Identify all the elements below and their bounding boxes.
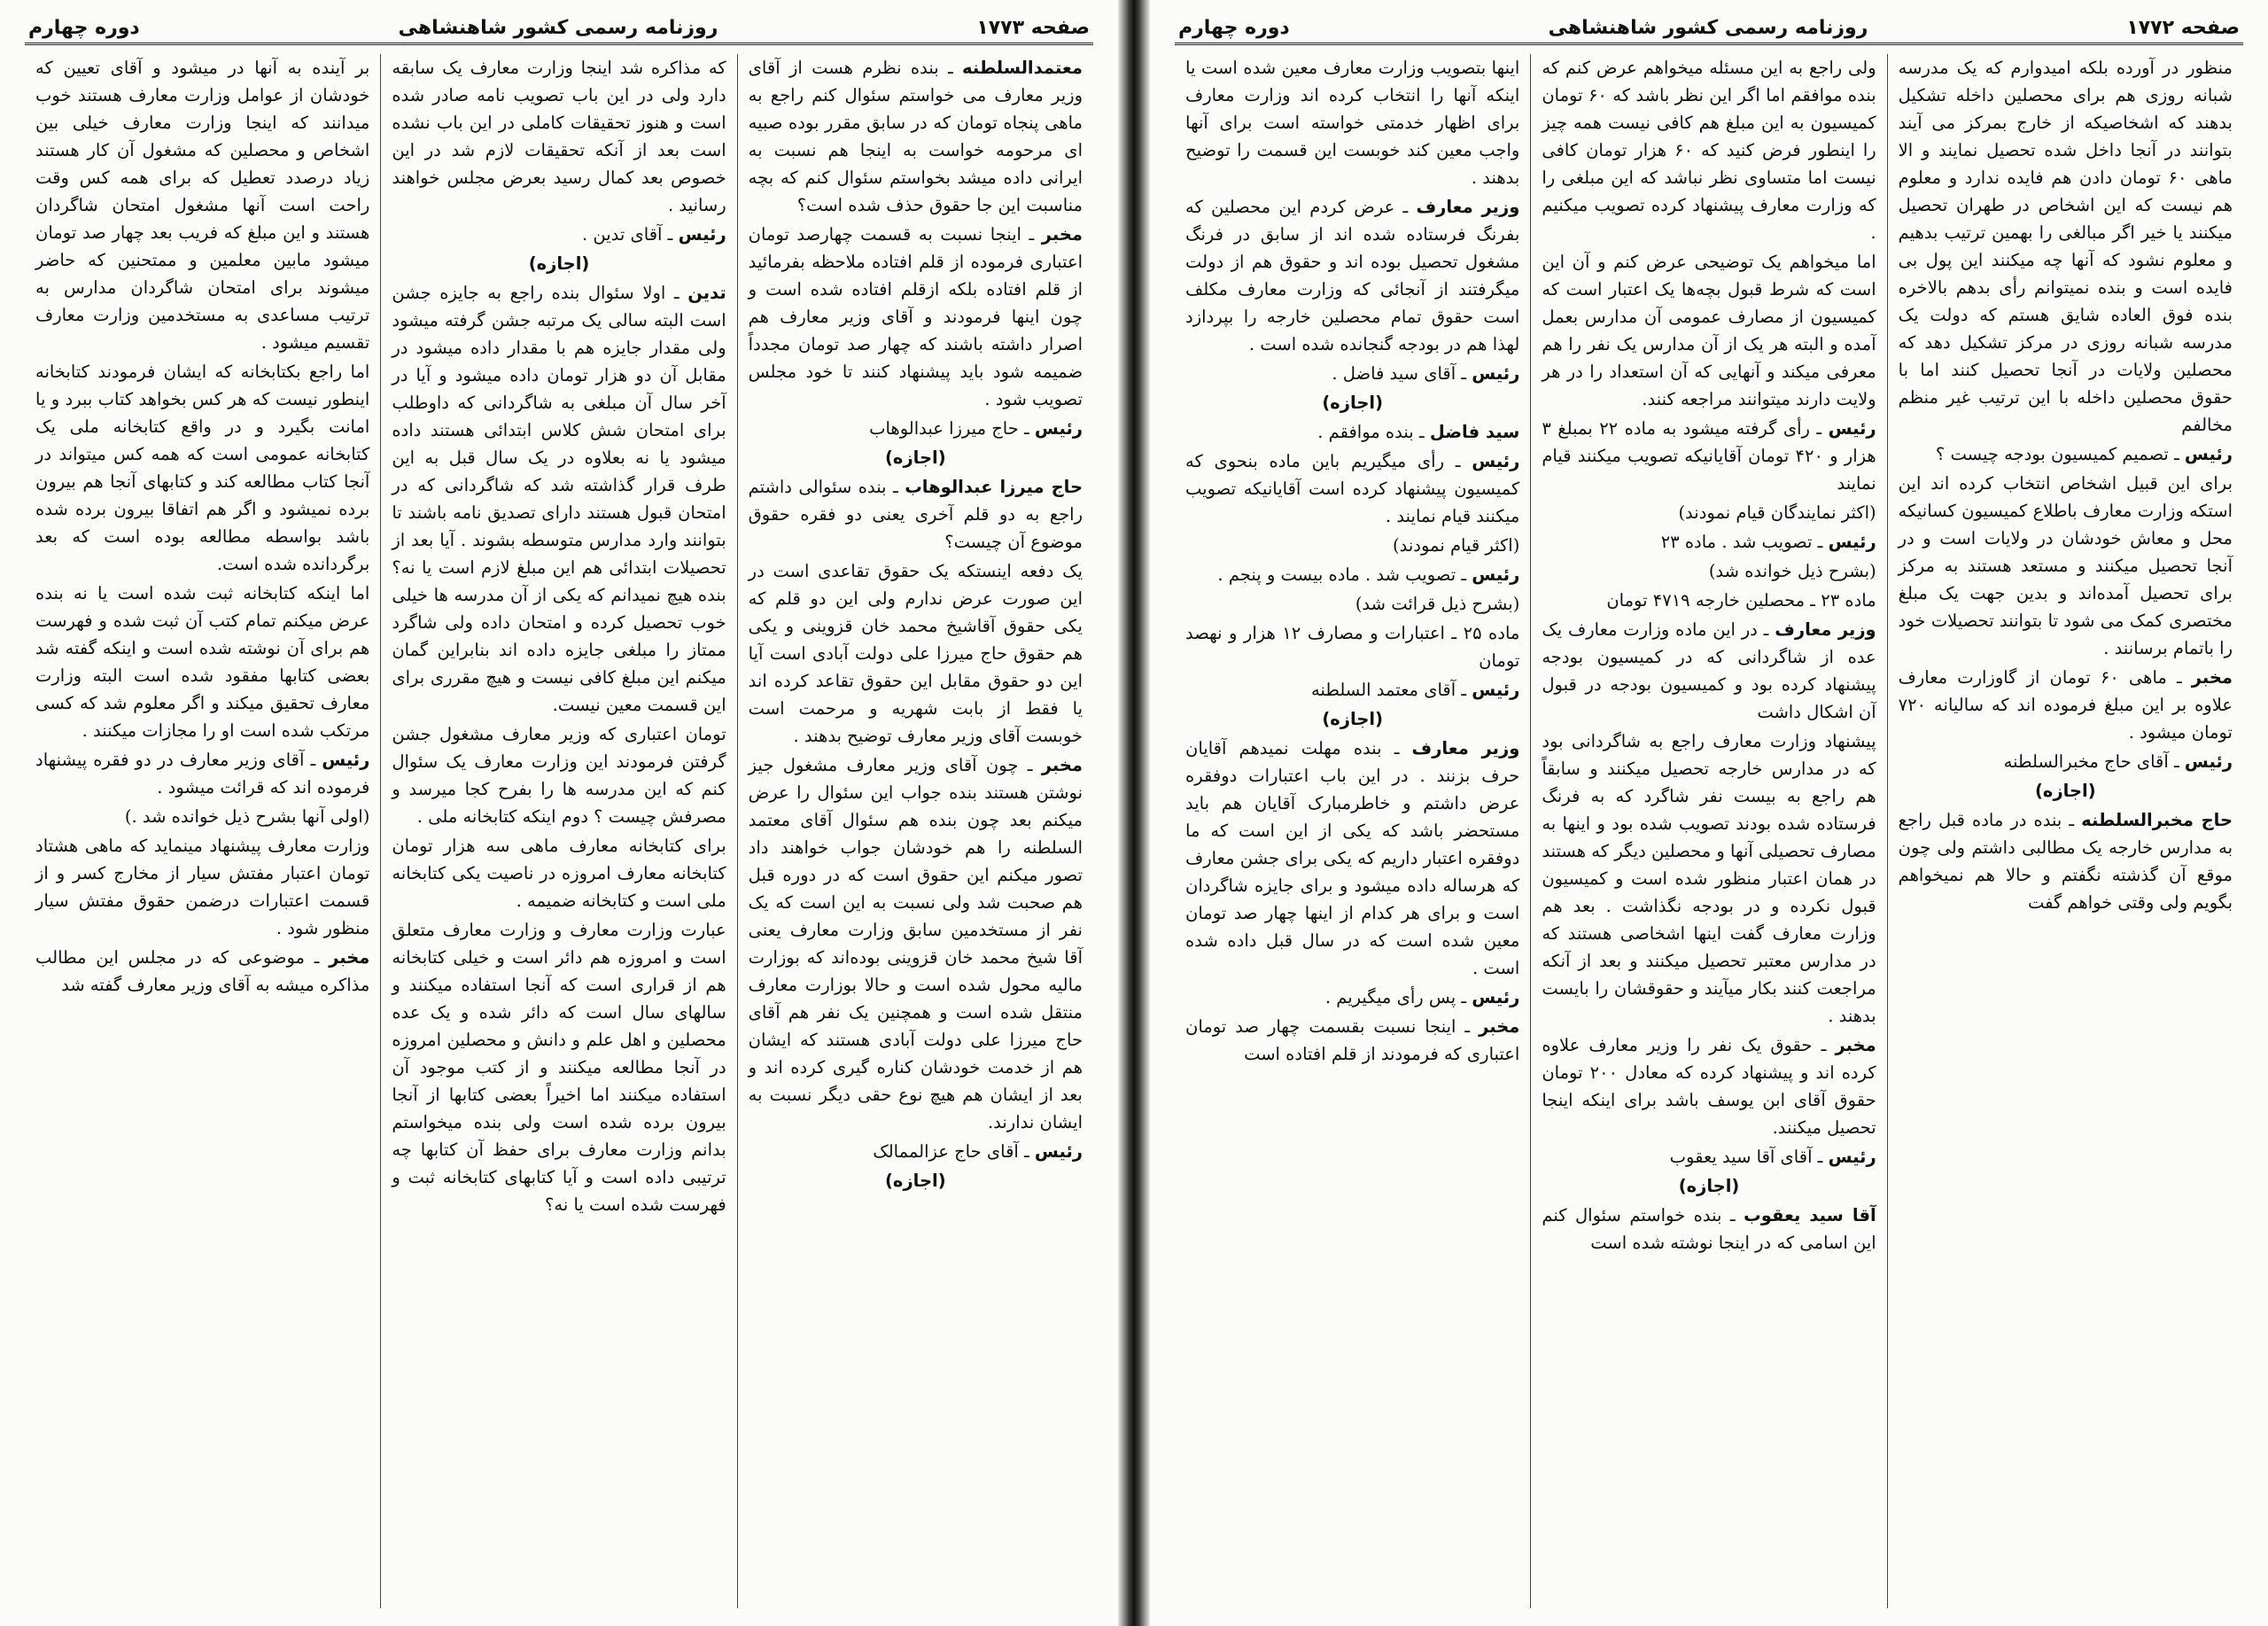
speaker-name: آقا سید یعقوب	[1744, 1205, 1876, 1225]
paragraph-text: (بشرح ذیل قرائت شد)	[1355, 594, 1520, 614]
speaker-name: رئیس	[1472, 363, 1520, 384]
paragraph-text: وزارت معارف پیشنهاد مینماید که ماهی هشتاد تومان اعتبار مفتش سیار از مخارج کسر و از قسمت اعتبارات درضمن حقوق مفتش سیار منظور شود .	[35, 836, 370, 938]
transcript-paragraph	[1899, 440, 2233, 468]
paragraph-text: برای کتابخانه معارف ماهی سه هزار تومان کتابخانه معارف امروزه در ناصیت یکی کتابخانه ملی است و کتابخانه ضمیمه .	[392, 836, 726, 911]
speaker-name: رئیس	[1472, 451, 1520, 471]
permission-note: (اجازه)	[2035, 781, 2096, 801]
transcript-paragraph	[1899, 664, 2233, 746]
left-column-2	[380, 54, 736, 1608]
paragraph-text: تومان اعتباری که وزیر معارف مشغول جشن گرفتن فرمودند این وزارت معارف یک سئوال کنم که این مدرسه ها را بفرح کجا میرسد و مصرفش چیست ؟ دوم اینکه کتابخانه ملی .	[392, 724, 726, 827]
paragraph-text: (بشرح ذیل خوانده شد)	[1708, 561, 1876, 581]
paragraph-text: (اولی آنها بشرح ذیل خوانده شد .)	[124, 806, 370, 827]
paragraph-text: اما راجع بکتابخانه که ایشان فرمودند کتابخانه اینطور نیست که هر کس بخواهد کتاب ببرد و یا امانت بگیرد و در واقع کتابخانه ملی یک کتابخانه عمومی است که همه کس میتواند در آنجا کتاب مطالعه کند و کتابهای آنجا هم بیرون برده نمیشود و اگر هم اتفاقا بیرون برده شده باشد بواسطه مطالعه بوده است که بعد برگردانده شده است.	[35, 362, 370, 574]
paragraph-text: ـ بنده سئوالی داشتم راجع به دو قلم آخری یعنی دو فقره حقوق موضوع آن چیست؟	[748, 477, 1083, 552]
paragraph-text: برای این قبیل اشخاص انتخاب کرده اند این استکه وزارت معارف باطلاع کمیسیون کسانیکه محل و معاش خودشان در ولایات است و در آنجا تحصیل میکنند و مستعد هستند به مرکز برای تحصیل آمده‌اند و بدین جهت یک مبلغ مختصری کمک می شود تا بتوانند تحصیلات خود را باتمام برسانند .	[1898, 473, 2233, 658]
speaker-name: رئیس	[1828, 532, 1876, 552]
transcript-paragraph	[1185, 447, 1519, 530]
paragraph-text: ـ ماهی ۶۰ تومان از گاوزارت معارف علاوه بر این مبلغ فرموده اند که سالیانه ۷۲۰ تومان میشود .	[1898, 667, 2233, 743]
right-page-period: دوره چهارم	[1178, 16, 1290, 39]
transcript-paragraph	[1542, 499, 1876, 526]
transcript-paragraph	[749, 54, 1083, 219]
paragraph-text: ـ آقای سید فاضل .	[1332, 363, 1472, 384]
paragraph-text: ـ بنده نظرم هست از آقای وزیر معارف می خواستم سئوال کنم راجع به ماهی پنجاه تومان که در سابق مقرر بوده صبیه ای مرحومه خواست به اینجا هم نسبت به ایرانی داده میشد بخواستم سئوال کنم که بچه مناسبت این جا حقوق حذف شده است؟	[748, 58, 1083, 215]
transcript-paragraph	[1542, 727, 1876, 1030]
speaker-name: مخبر	[1041, 224, 1083, 245]
paragraph-text: ـ حقوق یک نفر را وزیر معارف علاوه کرده اند و پیشنهاد کرده که معادل ۲۰۰ تومان حقوق آقای ابن یوسف باشد برای اینکه اینجا تحصیل میکنند.	[1542, 1035, 1876, 1138]
speaker-name: مخبر	[1479, 1016, 1520, 1037]
transcript-paragraph	[35, 746, 369, 801]
left-page-number: صفحه ۱۷۷۳	[976, 16, 1090, 39]
speaker-name: رئیس	[1472, 564, 1520, 585]
transcript-paragraph	[1899, 748, 2233, 775]
transcript-paragraph	[749, 415, 1083, 442]
right-column-1	[1887, 54, 2243, 1608]
speaker-name: رئیس	[2184, 751, 2233, 772]
speaker-name: رئیس	[1828, 418, 1876, 439]
transcript-paragraph	[392, 916, 726, 1218]
paragraph-text: ـ عرض کردم این محصلین که بفرنگ فرستاده شده اند از سابق در فرنگ مشغول تحصیل بوده اند و حقوق هم از دولت میگرفتند از آنجائی که وزارت معارف مکلف است حقوق تمام محصلین خارجه را بپردازد لهذا هم در بودجه گنجانده شده است .	[1185, 197, 1520, 354]
transcript-paragraph	[35, 580, 369, 744]
right-page-columns	[1175, 54, 2243, 1608]
transcript-paragraph	[1185, 1013, 1519, 1068]
transcript-paragraph	[35, 832, 369, 942]
speaker-name: حاج میرزا عبدالوهاب	[905, 477, 1083, 497]
speaker-name: مخبر	[2191, 667, 2233, 688]
transcript-paragraph	[1185, 676, 1519, 704]
speaker-name: رئیس	[1828, 1147, 1876, 1167]
permission-note: (اجازه)	[1322, 709, 1383, 729]
transcript-paragraph	[749, 473, 1083, 556]
transcript-paragraph	[1899, 806, 2233, 916]
speaker-name: وزیر معارف	[1411, 738, 1520, 759]
speaker-name: حاج مخبرالسلطنه	[2081, 810, 2233, 830]
paragraph-text: ـ آقای معتمد السلطنه	[1311, 680, 1472, 700]
paragraph-text: اما اینکه کتابخانه ثبت شده است یا نه بنده عرض میکنم تمام کتب آن ثبت شده و فهرست هم برای آن نوشته شده است و اینکه گفته شد بعضی کتابها مفقود شده است البته وزارت معارف تحقیق میکند و اگر معلوم شد که کسی مرتکب شده است او را مجازات میکنند .	[35, 583, 370, 741]
paragraph-text: ـ اولا سئوال بنده راجع به جایزه جشن است البته سالی یک مرتبه جشن گرفته میشود ولی مقدار جایزه هم با مقدار داده میشود در مقابل آن دو هزار تومان داده میشود و آیا در آخر سال آن مبلغی به شاگردانی که داوطلب برای امتحان شش کلاس ابتدائی هستند داده میشود یا نه بعلاوه در یک سال قبل به این طرف قرار گذاشته شد که شاگردانی که در امتحان قبول هستند دارای تصدیق نامه باشند تا بتوانند وارد مدارس متوسطه بشوند . آیا بعد از تحصیلات ابتدائی هم این مبلغ لازم است یا نه؟ بنده هیچ نمیدانم که یکی از آن مدرسه ها خیلی خوب تحصیل کرده و امتحان داده ولی شاگرد ممتاز را مبلغی جایزه داده اند بنابراین گمان میکنم این مبلغ کافی نیست و هیچ مقرری برای این قسمت معین نیست.	[392, 283, 726, 715]
paragraph-text: ولی راجع به این مسئله میخواهم عرض کنم که بنده موافقم اما اگر این نظر باشد که ۶۰ تومان کمیسیون به این مبلغ هم کافی نیست همه چیز را اینطور فرض کنید که ۶۰ هزار تومان کافی نیست اما متساوی نظر نباشد که این مبلغی را که وزارت معارف پیشنهاد کرده تصویب میکنیم .	[1542, 58, 1876, 243]
speaker-name: سید فاضل	[1429, 422, 1520, 442]
transcript-paragraph	[1185, 193, 1519, 358]
paragraph-text: ـ رأی گرفته میشود به ماده ۲۲ بمبلغ ۳ هزار و ۴۲۰ تومان آقایانیکه تصویب میکنند قیام نمایند	[1542, 418, 1876, 494]
transcript-paragraph	[1542, 1202, 1876, 1256]
left-page-header	[25, 12, 1093, 45]
speaker-name: رئیس	[678, 224, 726, 245]
left-page	[0, 0, 1118, 1626]
transcript-paragraph	[1542, 1143, 1876, 1171]
paragraph-text: (اکثر نمایندگان قیام نمودند)	[1678, 502, 1876, 523]
permission-note: (اجازه)	[528, 253, 590, 274]
paragraph-text: اما میخواهم یک توضیحی عرض کنم و آن این است که شرط قبول بچه‌ها یک اعتبار است که کمیسیون از مصارف عمومی آن مدارس بعمل آمده و البته هر یک از آن مدارس یک نفر را هم معرفی میکند و آنهایی که آن استعداد را در هر ولایت دارند میتوانند مراجعه کنند.	[1542, 252, 1876, 409]
transcript-paragraph	[35, 54, 369, 356]
binding-gutter	[1118, 0, 1150, 1626]
left-page-masthead: روزنامه رسمی کشور شاهنشاهی	[398, 16, 718, 39]
paragraph-text: ـ آقای حاج مخبرالسلطنه	[2003, 751, 2185, 772]
speaker-name: مخبر	[329, 947, 370, 968]
speaker-name: مخبر	[1041, 755, 1083, 775]
right-page-number: صفحه ۱۷۷۲	[2126, 16, 2240, 39]
paragraph-text: ـ بنده در ماده قبل راجع به مدارس خارجه یک مطالبی داشتم ولی چون موقع آن گذشته نگفتم و حالا هم نمیخواهم بگویم ولی وقتی خواهم گفت	[1898, 810, 2233, 913]
transcript-paragraph	[392, 54, 726, 219]
paragraph-text: ـ موضوعی که در مجلس این مطالب مذاکره میشه به آقای وزیر معارف گفته شد	[35, 947, 370, 995]
paragraph-text: ماده ۲۳ ـ محصلین خارجه ۴۷۱۹ تومان	[1606, 590, 1876, 611]
paragraph-text: ـ تصویب شد . ماده بیست و پنجم .	[1217, 564, 1472, 585]
paragraph-text: یک دفعه اینستکه یک حقوق تقاعدی است در این صورت عرض ندارم ولی این دو قلم که یکی حقوق آقاشیخ محمد خان قزوینی و یکی هم حقوق حاج میرزا علی دولت آبادی است آیا این دو حقوق مقابل این حقوق تقاعد کرده اند یا فقط از بابت شهریه و مرحمت است خوبست آقای وزیر معارف توضیح بدهند .	[748, 561, 1083, 746]
speaker-name: رئیس	[2184, 444, 2233, 464]
speaker-name: رئیس	[1034, 418, 1083, 439]
transcript-paragraph	[392, 221, 726, 248]
transcript-paragraph	[1542, 54, 1876, 246]
right-column-3	[1175, 54, 1530, 1608]
transcript-paragraph	[749, 1138, 1083, 1165]
transcript-paragraph	[392, 279, 726, 719]
paragraph-text: عبارت وزارت معارف و وزارت معارف متعلق است و امروزه هم دائر است و خیلی کتابخانه هم از قراری است که آنجا استفاده میکنند و سالهای سال است که دائر شده و یک عده محصلین و اهل علم و دانش و محصلین امروزه در آنجا مطالعه میکنند و از کتب موجود آن استفاده میکنند اما اخیراً بعضی کتابها از آنجا بیرون برده شده است ولی بنده میخواستم بدانم وزارت معارف برای حفظ آن کتابها چه ترتیبی داده است و آیا کتابهای کتابخانه ثبت و فهرست شده است یا نه؟	[392, 920, 726, 1215]
speaker-name: رئیس	[322, 750, 370, 770]
speaker-name: وزیر معارف	[1416, 197, 1520, 217]
paragraph-text: بر آینده به آنها در میشود و آقای تعیین که خودشان از عوامل وزارت معارف هستند خوب میدانند که اینجا وزارت معارف خیلی بین اشخاص و محصلین که مشغول آن کار هستند زیاد درصدد تعطیل که برای همه کس وقت راحت است آنها مشغول امتحان شاگردان هستند و این مبلغ که فریب بعد چهار صد تومان میشود مابین معلمین و ممتحنین که حاضر میشوند برای امتحان شاگردان مدارس به ترتیب مساعدی به مستخدمین وزارت معارف تقسیم میشود .	[35, 58, 370, 353]
transcript-paragraph	[35, 358, 369, 578]
transcript-paragraph	[1899, 54, 2233, 439]
transcript-paragraph	[1185, 54, 1519, 191]
left-column-3	[25, 54, 380, 1608]
transcript-paragraph	[749, 221, 1083, 413]
paragraph-text: ـ آقای تدین .	[582, 224, 679, 245]
right-page	[1150, 0, 2268, 1626]
left-column-1	[737, 54, 1093, 1608]
paragraph-text: پیشنهاد وزارت معارف راجع به شاگردانی بود که در مدارس خارجه تحصیل میکنند و سابقاً هم راجع به بیست نفر شاگرد که به فرنگ فرستاده شده بودند تصویب شده بود و اینها به مصارف تحصیلی آنها و محصلین دیگر که هستند در همان اعتبار منظور شده است و کمیسیون قبول نکرده و در بودجه نگذاشت . بعد هم وزارت معارف گفت اینها اشخاصی هستند که در مدارس معتبر تحصیل میکنند و بعد از آنکه مراجعت کنند بکار میآیند و حقوقشان را بایست بدهند .	[1542, 731, 1876, 1026]
transcript-paragraph	[1542, 1031, 1876, 1141]
paragraph-text: ـ اینجا نسبت بقسمت چهار صد تومان اعتباری که فرمودند از قلم افتاده است	[1185, 1016, 1520, 1064]
transcript-paragraph	[35, 803, 369, 830]
speaker-name: تدین	[687, 283, 726, 303]
permission-note: (اجازه)	[1322, 393, 1383, 413]
transcript-paragraph	[35, 944, 369, 999]
transcript-paragraph	[1185, 984, 1519, 1011]
transcript-paragraph	[1185, 561, 1519, 588]
paragraph-text: ـ چون آقای وزیر معارف مشغول جیز نوشتن هستند بنده جواب این سئوال را عرض میکنم بعد چون بنده هم سئوال آقای معتمد السلطنه را هم خودشان جواب خواهند داد تصور میکنم این حقوق است که در دوره قبل هم صحبت شد ولی نسبت به این است که یک نفر از مستخدمین سابق وزارت معارف یعنی آقا شیخ محمد خان قزوینی بوده‌اند که بوزارت مالیه محول شده است و حالا بوزارت معارف منتقل شده است و همچنین یک نفر هم آقای حاج میرزا علی دولت آبادی هستند که ایشان هم از خدمت خودشان کناره گیری کرده اند و بعد از ایشان هم هیچ نوع حقی دیگر نسبت به ایشان ندارند.	[748, 755, 1083, 1132]
paragraph-text: ـ آقای حاج عزالممالک	[873, 1141, 1035, 1162]
speaker-name: رئیس	[1472, 987, 1520, 1007]
left-page-period: دوره چهارم	[28, 16, 140, 39]
transcript-paragraph	[749, 751, 1083, 1136]
paragraph-text: ـ بنده خواستم سئوال کنم این اسامی که در اینجا نوشته شده است	[1542, 1205, 1876, 1253]
paragraph-text: ـ اینجا نسبت به قسمت چهارصد تومان اعتباری فرموده از قلم افتاده ملاحظه بفرمائید از قلم افتاده بلکه ازقلم افتاده شده است و چون اینها فرمودند و آقای وزیر معارف هم اصرار داشته باشند که چهار صد تومان مجدداً ضمیمه شود باید پیشنهاد کنند تا خود مجلس تصویب شود .	[748, 224, 1083, 409]
paragraph-text: ـ حاج میرزا عبدالوهاب	[869, 418, 1035, 439]
paragraph-text: ـ بنده مهلت نمیدهم آقایان حرف بزنند . در این باب اعتبارات دوفقره عرض داشتم و خاطرمبارک آقایان هم باید مستحضر باشد که یکی از این است که ما دوفقره اعتبار داریم که یکی برای جشن معارف که هرساله داده میشود و برای جایزه شاگردان است و برای هر کدام از اینها چهار صد تومان معین شده است که در سال قبل داده شده است .	[1185, 738, 1520, 978]
paragraph-text: ـ آقای وزیر معارف در دو فقره پیشنهاد فرموده اند که قرائت میشود .	[35, 750, 370, 797]
transcript-paragraph	[1185, 735, 1519, 982]
paragraph-text: ـ پس رأی میگیریم .	[1324, 987, 1472, 1007]
transcript-paragraph	[1542, 616, 1876, 726]
transcript-paragraph	[1185, 418, 1519, 446]
permission-note: (اجازه)	[885, 1171, 946, 1191]
paragraph-text: منظور در آورده بلکه امیدوارم که یک مدرسه شبانه روزی هم برای محصلین داخله تشکیل بدهند که اشخاصیکه از خارج بمرکز می آیند بتوانند در آنجا داخل شده تحصیل نمایند و الا ماهی ۶۰ تومان دادن هم فایده ندارد و معلوم هم نیست که این اشخاص در طهران تحصیل میکنند یا خیر اگر مبالغی را بهمین ترتیب بدهیم و معلوم نشود که آنها چه میکنند این پول بی فایده است و بنده نمیتوانم رأی بدهم بالاخره بنده فوق العاده شایق هستم که دولت یک مدرسه شبانه روزی در مرکز تشکیل دهد که محصلین ولایات در آنجا تحصیل کنند اما با حقوق محصلین داخله با این ترتیب غیر منظم مخالفم	[1898, 58, 2233, 435]
speaker-name: معتمدالسلطنه	[962, 58, 1083, 78]
transcript-paragraph	[1899, 470, 2233, 662]
transcript-paragraph	[1542, 587, 1876, 614]
speaker-name: رئیس	[1472, 680, 1520, 700]
transcript-paragraph	[1542, 415, 1876, 497]
right-page-masthead: روزنامه رسمی کشور شاهنشاهی	[1548, 16, 1868, 39]
paragraph-text: ماده ۲۵ ـ اعتبارات و مصارف ۱۲ هزار و نهصد تومان	[1185, 623, 1520, 671]
paragraph-text: که مذاکره شد اینجا وزارت معارف یک سابقه دارد ولی در این باب تصویب نامه صادر شده است و هنوز تحقیقات کاملی در این باب نشده است بعد از آنکه تحقیقات لازم شد در این خصوص بعد کمال رسید بعرض مجلس خواهند رسانید .	[392, 58, 726, 215]
speaker-name: مخبر	[1835, 1035, 1876, 1055]
permission-note: (اجازه)	[885, 447, 946, 468]
paragraph-text: ـ رأی میگیریم باین ماده بنحوی که کمیسیون پیشنهاد کرده است آقایانیکه تصویب میکنند قیام نمایند .	[1185, 451, 1520, 526]
transcript-paragraph	[1542, 528, 1876, 556]
paragraph-text: (اکثر قیام نمودند)	[1393, 535, 1520, 556]
paragraph-text: ـ بنده موافقم .	[1317, 422, 1430, 442]
paragraph-text: ـ تصویب شد . ماده ۲۳	[1660, 532, 1829, 552]
transcript-paragraph	[1542, 557, 1876, 585]
transcript-paragraph	[392, 720, 726, 830]
paragraph-text: اینها بتصویب وزارت معارف معین شده است یا اینکه آنها را انتخاب کرده اند وزارت معارف برای اظهار خدمتی خواسته است برای آنها واجب معین کند خوبست این قسمت را توضیح بدهند .	[1185, 58, 1520, 188]
transcript-paragraph	[1185, 360, 1519, 387]
left-page-columns	[25, 54, 1093, 1608]
transcript-paragraph	[1185, 619, 1519, 674]
transcript-paragraph	[392, 832, 726, 914]
transcript-paragraph	[749, 557, 1083, 750]
paragraph-text: ـ در این ماده وزارت معارف یک عده از شاگردانی که در کمیسیون بودجه پیشنهاد کرده بود و کمیسیون بودجه در قبول آن اشکال داشت	[1542, 619, 1876, 722]
transcript-paragraph	[1185, 590, 1519, 618]
paragraph-text: ـ آقای آقا سید یعقوب	[1669, 1147, 1829, 1167]
right-column-2	[1530, 54, 1886, 1608]
transcript-paragraph	[1542, 248, 1876, 413]
permission-note: (اجازه)	[1678, 1176, 1740, 1196]
speaker-name: وزیر معارف	[1775, 619, 1876, 640]
paragraph-text: ـ تصمیم کمیسیون بودجه چیست ؟	[1935, 444, 2185, 464]
right-page-header	[1175, 12, 2243, 45]
transcript-paragraph	[1185, 532, 1519, 559]
speaker-name: رئیس	[1034, 1141, 1083, 1162]
